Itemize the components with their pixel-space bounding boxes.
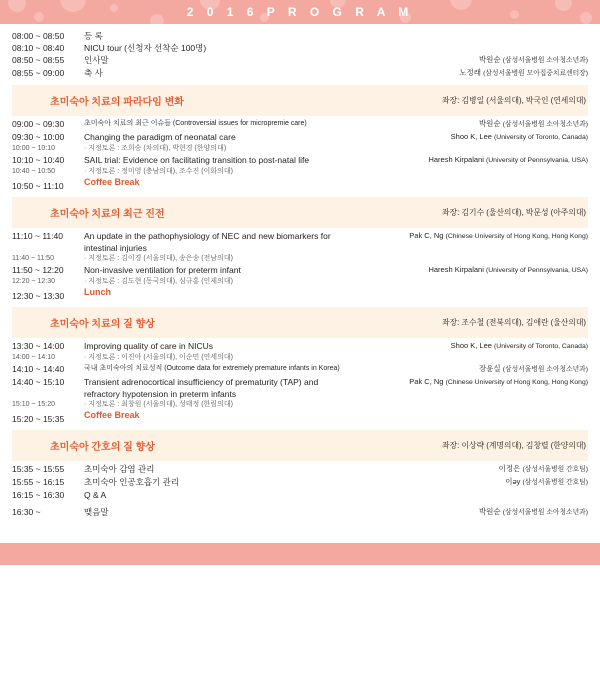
row-time: 08:00 ~ 08:50 bbox=[12, 31, 65, 41]
row-time: 10:00 ~ 10:10 bbox=[12, 145, 56, 152]
session-title: 초미숙아 간호의 질 향상 bbox=[12, 434, 363, 457]
row-time: 15:35 ~ 15:55 bbox=[12, 464, 65, 474]
table-row-break bbox=[12, 177, 588, 192]
session-moderators: 좌장: 이상략 (계명의대), 김창렬 (한양의대) bbox=[363, 434, 588, 457]
row-time: 11:50 ~ 12:20 bbox=[12, 265, 64, 275]
session-header bbox=[12, 85, 588, 116]
row-speaker bbox=[393, 363, 588, 376]
row-time: 13:30 ~ 14:00 bbox=[12, 341, 65, 351]
break-label: Coffee Break bbox=[84, 410, 140, 420]
speaker-affiliation: (Chinese University of Hong Kong, Hong Kong) bbox=[445, 379, 588, 386]
row-speaker bbox=[343, 230, 588, 254]
row-title: 초미숙아 치료의 최근 이슈들 (Controversial issues for micropremie care) bbox=[84, 120, 307, 127]
table-row bbox=[12, 340, 588, 353]
row-title: 축 사 bbox=[84, 68, 103, 78]
row-time: 12:30 ~ 13:30 bbox=[12, 291, 65, 301]
row-speaker bbox=[388, 463, 588, 476]
speaker-affiliation: (University of Pennsylvania, USA) bbox=[486, 267, 588, 274]
session-moderators: 좌장: 김병일 (서울의대), 박국인 (연세의대) bbox=[358, 89, 588, 112]
row-speaker bbox=[373, 30, 588, 42]
table-row bbox=[12, 506, 588, 519]
table-row bbox=[12, 118, 588, 131]
speaker-name: Shoo K, Lee bbox=[450, 341, 492, 350]
row-speaker bbox=[388, 506, 588, 519]
row-discussion: · 지정토론 : 정미영 (충남의대), 조수진 (이화의대) bbox=[84, 168, 233, 175]
row-time: 14:10 ~ 14:40 bbox=[12, 364, 65, 374]
table-row-discussion bbox=[12, 277, 588, 287]
row-speaker bbox=[373, 42, 588, 54]
page-footer bbox=[0, 543, 600, 679]
table-row bbox=[12, 131, 588, 144]
row-time: 10:50 ~ 11:10 bbox=[12, 181, 64, 191]
speaker-name: Haresh Kirpalani bbox=[428, 155, 484, 164]
speaker-affiliation: (University of Toronto, Canada) bbox=[494, 134, 588, 141]
row-title-line2: intestinal injuries bbox=[84, 243, 147, 253]
speaker-name: 이әу bbox=[505, 477, 521, 486]
row-title: Non-invasive ventilation for preterm infant bbox=[84, 265, 241, 275]
table-row-discussion bbox=[12, 144, 588, 154]
table-row bbox=[12, 264, 588, 277]
session-moderators: 좌장: 김기수 (울산의대), 박문성 (아주의대) bbox=[358, 201, 588, 224]
row-title: Changing the paradigm of neonatal care bbox=[84, 132, 236, 142]
table-row bbox=[12, 42, 588, 54]
row-time: 09:00 ~ 09:30 bbox=[12, 119, 65, 129]
table-row-discussion bbox=[12, 254, 588, 264]
row-title: 초미숙아 인공호흡기 관리 bbox=[84, 477, 180, 487]
table-row bbox=[12, 476, 588, 489]
row-time: 16:30 ~ bbox=[12, 507, 41, 517]
table-row bbox=[12, 67, 588, 80]
row-speaker bbox=[348, 264, 588, 277]
row-speaker bbox=[373, 67, 588, 80]
table-row bbox=[12, 463, 588, 476]
row-time: 14:00 ~ 14:10 bbox=[12, 354, 56, 361]
row-title: Transient adrenocortical insufficiency of prematurity (TAP) and bbox=[84, 377, 319, 387]
speaker-name: 이정은 bbox=[498, 464, 521, 473]
row-time: 08:10 ~ 08:40 bbox=[12, 43, 65, 53]
row-discussion: · 지정토론 : 김도현 (동국의대), 심규홍 (인제의대) bbox=[84, 278, 233, 285]
row-time: 08:50 ~ 08:55 bbox=[12, 55, 65, 65]
row-speaker bbox=[388, 118, 588, 131]
speaker-affiliation: (University of Toronto, Canada) bbox=[494, 343, 588, 350]
session-title: 초미숙아 치료의 파라다임 변화 bbox=[12, 89, 358, 112]
speaker-affiliation: (삼성서울병원 소아청소년과) bbox=[502, 57, 588, 64]
row-discussion: · 지정토론 : 이진아 (서울의대), 이순민 (연세의대) bbox=[84, 354, 233, 361]
row-time: 11:10 ~ 11:40 bbox=[12, 231, 63, 241]
speaker-name: 장윤실 bbox=[478, 364, 501, 373]
speaker-affiliation: (삼성서울병원 모아집중치료센터장) bbox=[483, 70, 588, 77]
row-time: 10:40 ~ 10:50 bbox=[12, 168, 56, 175]
break-label: Coffee Break bbox=[84, 177, 140, 187]
row-time: 12:20 ~ 12:30 bbox=[12, 278, 56, 285]
speaker-affiliation: (삼성서울병원 간호팀) bbox=[522, 479, 588, 486]
speaker-affiliation: (Chinese University of Hong Kong, Hong Kong) bbox=[445, 233, 588, 240]
session-header bbox=[12, 430, 588, 461]
table-row bbox=[12, 376, 588, 400]
row-title-line2: refractory hypotension in preterm infants bbox=[84, 389, 237, 399]
row-discussion: · 지정토론 : 최창원 (서울의대), 성태정 (한림의대) bbox=[84, 401, 233, 408]
speaker-name: 박원순 bbox=[478, 507, 501, 516]
speaker-affiliation: (University of Pennsylvania, USA) bbox=[486, 157, 588, 164]
speaker-affiliation: (삼성서울병원 간호팀) bbox=[522, 466, 588, 473]
table-row-discussion bbox=[12, 167, 588, 177]
row-title: SAIL trial: Evidence on facilitating transition to post-natal life bbox=[84, 155, 310, 165]
page-header bbox=[0, 0, 600, 24]
row-time: 16:15 ~ 16:30 bbox=[12, 490, 65, 500]
row-time: 10:10 ~ 10:40 bbox=[12, 155, 65, 165]
row-title: 국내 초미숙아의 치료성적 (Outcome data for extremely premature infants in Korea) bbox=[84, 365, 340, 372]
session-header bbox=[12, 307, 588, 338]
row-speaker bbox=[348, 154, 588, 167]
speaker-name: Pak C, Ng bbox=[409, 231, 444, 240]
table-row bbox=[12, 30, 588, 42]
row-time: 09:30 ~ 10:00 bbox=[12, 132, 65, 142]
speaker-name: 노정래 bbox=[459, 68, 481, 77]
row-title: An update in the pathophysiology of NEC and new biomarkers for bbox=[84, 231, 331, 241]
speaker-name: 박원순 bbox=[478, 55, 501, 64]
row-time: 15:20 ~ 15:35 bbox=[12, 414, 65, 424]
table-row bbox=[12, 363, 588, 376]
row-speaker bbox=[358, 340, 588, 353]
row-discussion: · 지정토론 : 조희승 (차의대), 박현경 (한양의대) bbox=[84, 145, 227, 152]
table-row-discussion bbox=[12, 353, 588, 363]
footer-language-note: 언어: 영어, 한국어(동시 통역 제공) bbox=[227, 669, 373, 679]
program-table bbox=[12, 30, 588, 519]
page-title: 2 0 1 6 P R O G R A M bbox=[186, 5, 414, 19]
row-title: Q & A bbox=[84, 490, 107, 500]
row-title: 맺음말 bbox=[84, 507, 109, 517]
row-time: 08:55 ~ 09:00 bbox=[12, 68, 65, 78]
row-title: 등 록 bbox=[84, 31, 103, 41]
break-label: Lunch bbox=[84, 287, 111, 297]
row-time: 11:40 ~ 11:50 bbox=[12, 255, 54, 262]
row-time: 14:40 ~ 15:10 bbox=[12, 377, 65, 387]
footer-bubbles-decoration bbox=[0, 543, 600, 663]
speaker-name: Haresh Kirpalani bbox=[428, 265, 484, 274]
program-content bbox=[0, 24, 600, 543]
row-speaker bbox=[373, 54, 588, 67]
row-title: NICU tour (신청자 선착순 100명) bbox=[84, 43, 207, 53]
table-row-discussion bbox=[12, 400, 588, 410]
table-row-break bbox=[12, 287, 588, 302]
row-title: 초미숙아 감염 관리 bbox=[84, 464, 155, 474]
row-title: 인사말 bbox=[84, 55, 109, 65]
table-row-break bbox=[12, 410, 588, 425]
session-moderators: 좌장: 조수철 (전북의대), 김애란 (울산의대) bbox=[353, 311, 588, 334]
row-title: Improving quality of care in NICUs bbox=[84, 341, 213, 351]
table-row bbox=[12, 230, 588, 254]
row-discussion: · 지정토론 : 김이경 (서울의대), 송은송 (전남의대) bbox=[84, 255, 233, 262]
session-header bbox=[12, 197, 588, 228]
speaker-affiliation: (삼성서울병원 소아청소년과) bbox=[502, 509, 588, 516]
speaker-affiliation: (삼성서울병원 소아청소년과) bbox=[502, 366, 588, 373]
row-speaker bbox=[388, 476, 588, 489]
row-time: 15:10 ~ 15:20 bbox=[12, 401, 56, 408]
row-speaker bbox=[358, 131, 588, 144]
table-row bbox=[12, 54, 588, 67]
speaker-affiliation: (삼성서울병원 소아청소년과) bbox=[502, 121, 588, 128]
session-title: 초미숙아 치료의 질 향상 bbox=[12, 311, 353, 334]
table-row bbox=[12, 154, 588, 167]
table-row bbox=[12, 489, 588, 501]
session-title: 초미숙아 치료의 최근 진전 bbox=[12, 201, 358, 224]
row-speaker bbox=[343, 376, 588, 400]
speaker-name: Pak C, Ng bbox=[409, 377, 444, 386]
speaker-name: Shoo K, Lee bbox=[450, 132, 492, 141]
row-time: 15:55 ~ 16:15 bbox=[12, 477, 65, 487]
speaker-name: 박원순 bbox=[478, 119, 501, 128]
